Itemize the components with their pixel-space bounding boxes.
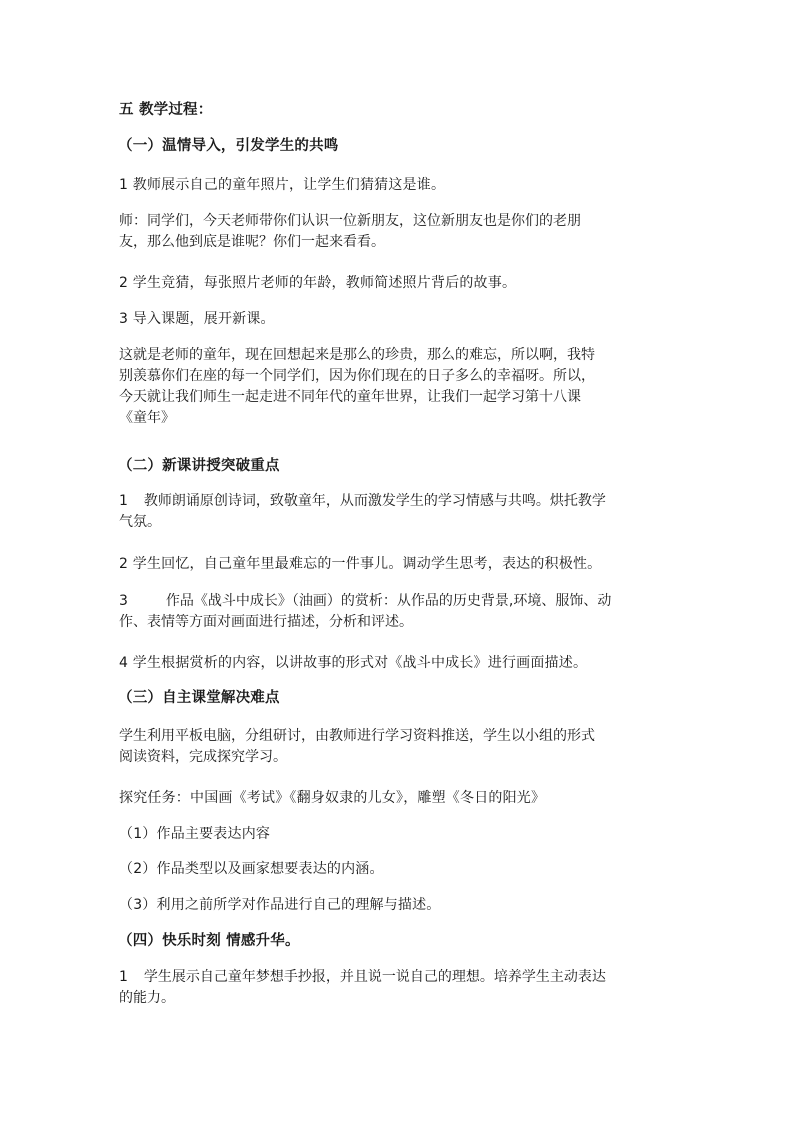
- paragraph-line: 《童年》: [119, 410, 175, 426]
- item-text: 作品《战斗中成长》（油画）的赏析：从作品的历史背景,环境、服饰、动: [165, 593, 612, 609]
- paragraph-1-1: 1 教师展示自己的童年照片，让学生们猜猜这是谁。: [119, 177, 446, 193]
- paragraph-3-2: 探究任务：中国画《考试》《翻身奴隶的儿女》，雕塑《冬日的阳光》: [119, 790, 546, 806]
- paragraph-line: 师：同学们，今天老师带你们认识一位新朋友，这位新朋友也是你们的老朋: [119, 213, 581, 229]
- paragraph-2-2: 2 学生回忆，自己童年里最难忘的一件事儿。调动学生思考，表达的积极性。: [119, 556, 602, 572]
- section-title-2: （二）新课讲授突破重点: [118, 458, 280, 474]
- paragraph-line: 的能力。: [119, 990, 175, 1006]
- paragraph-2-1: [119, 491, 679, 533]
- paragraph-line: [119, 591, 679, 612]
- section-heading-teaching-process: 五 教学过程：: [119, 102, 213, 118]
- paragraph-3-1: [119, 726, 679, 768]
- paragraph-line: 阅读资料，完成探究学习。: [119, 749, 287, 765]
- paragraph-line: 气氛。: [119, 514, 161, 530]
- paragraph-1-3: 2 学生竞猜，每张照片老师的年龄，教师简述照片背后的故事。: [119, 275, 517, 291]
- paragraph-1-4: 3 导入课题，展开新课。: [119, 311, 275, 327]
- item-number: 3: [119, 593, 128, 609]
- paragraph-1-2: [119, 211, 679, 253]
- paragraph-line: 今天就让我们师生一起走进不同年代的童年世界，让我们一起学习第十八课: [119, 389, 581, 405]
- paragraph-line: [119, 967, 679, 988]
- paragraph-line: 作、表情等方面对画面进行描述，分析和评述。: [119, 614, 413, 630]
- section-title-3: （三）自主课堂解决难点: [118, 690, 280, 706]
- paragraph-line: 这就是老师的童年，现在回想起来是那么的珍贵，那么的难忘，所以啊，我特: [119, 347, 595, 363]
- item-text: 教师朗诵原创诗词，致敬童年，从而激发学生的学习情感与共鸣。烘托教学: [143, 493, 606, 509]
- paragraph-line: 别羡慕你们在座的每一个同学们，因为你们现在的日子多么的幸福呀。所以，: [119, 368, 595, 384]
- list-item-3-1: （1）作品主要表达内容: [119, 826, 271, 842]
- paragraph-2-3: [119, 591, 679, 633]
- paragraph-4-1: [119, 967, 679, 1009]
- list-item-3-2: （2）作品类型以及画家想要表达的内涵。: [119, 861, 384, 877]
- paragraph-line: 友，那么他到底是谁呢？你们一起来看看。: [119, 234, 385, 250]
- item-number: 1: [119, 493, 128, 509]
- paragraph-line: [119, 491, 679, 512]
- paragraph-line: 学生利用平板电脑，分组研讨，由教师进行学习资料推送，学生以小组的形式: [119, 728, 595, 744]
- section-title-1: （一）温情导入，引发学生的共鸣: [118, 138, 339, 154]
- section-title-4: （四）快乐时刻 情感升华。: [118, 933, 300, 949]
- paragraph-1-5: [119, 345, 679, 429]
- item-text: 学生展示自己童年梦想手抄报，并且说一说自己的理想。培养学生主动表达: [143, 969, 606, 985]
- list-item-3-3: （3）利用之前所学对作品进行自己的理解与描述。: [119, 897, 441, 913]
- item-number: 1: [119, 969, 128, 985]
- paragraph-2-4: 4 学生根据赏析的内容，以讲故事的形式对《战斗中成长》进行画面描述。: [119, 655, 588, 671]
